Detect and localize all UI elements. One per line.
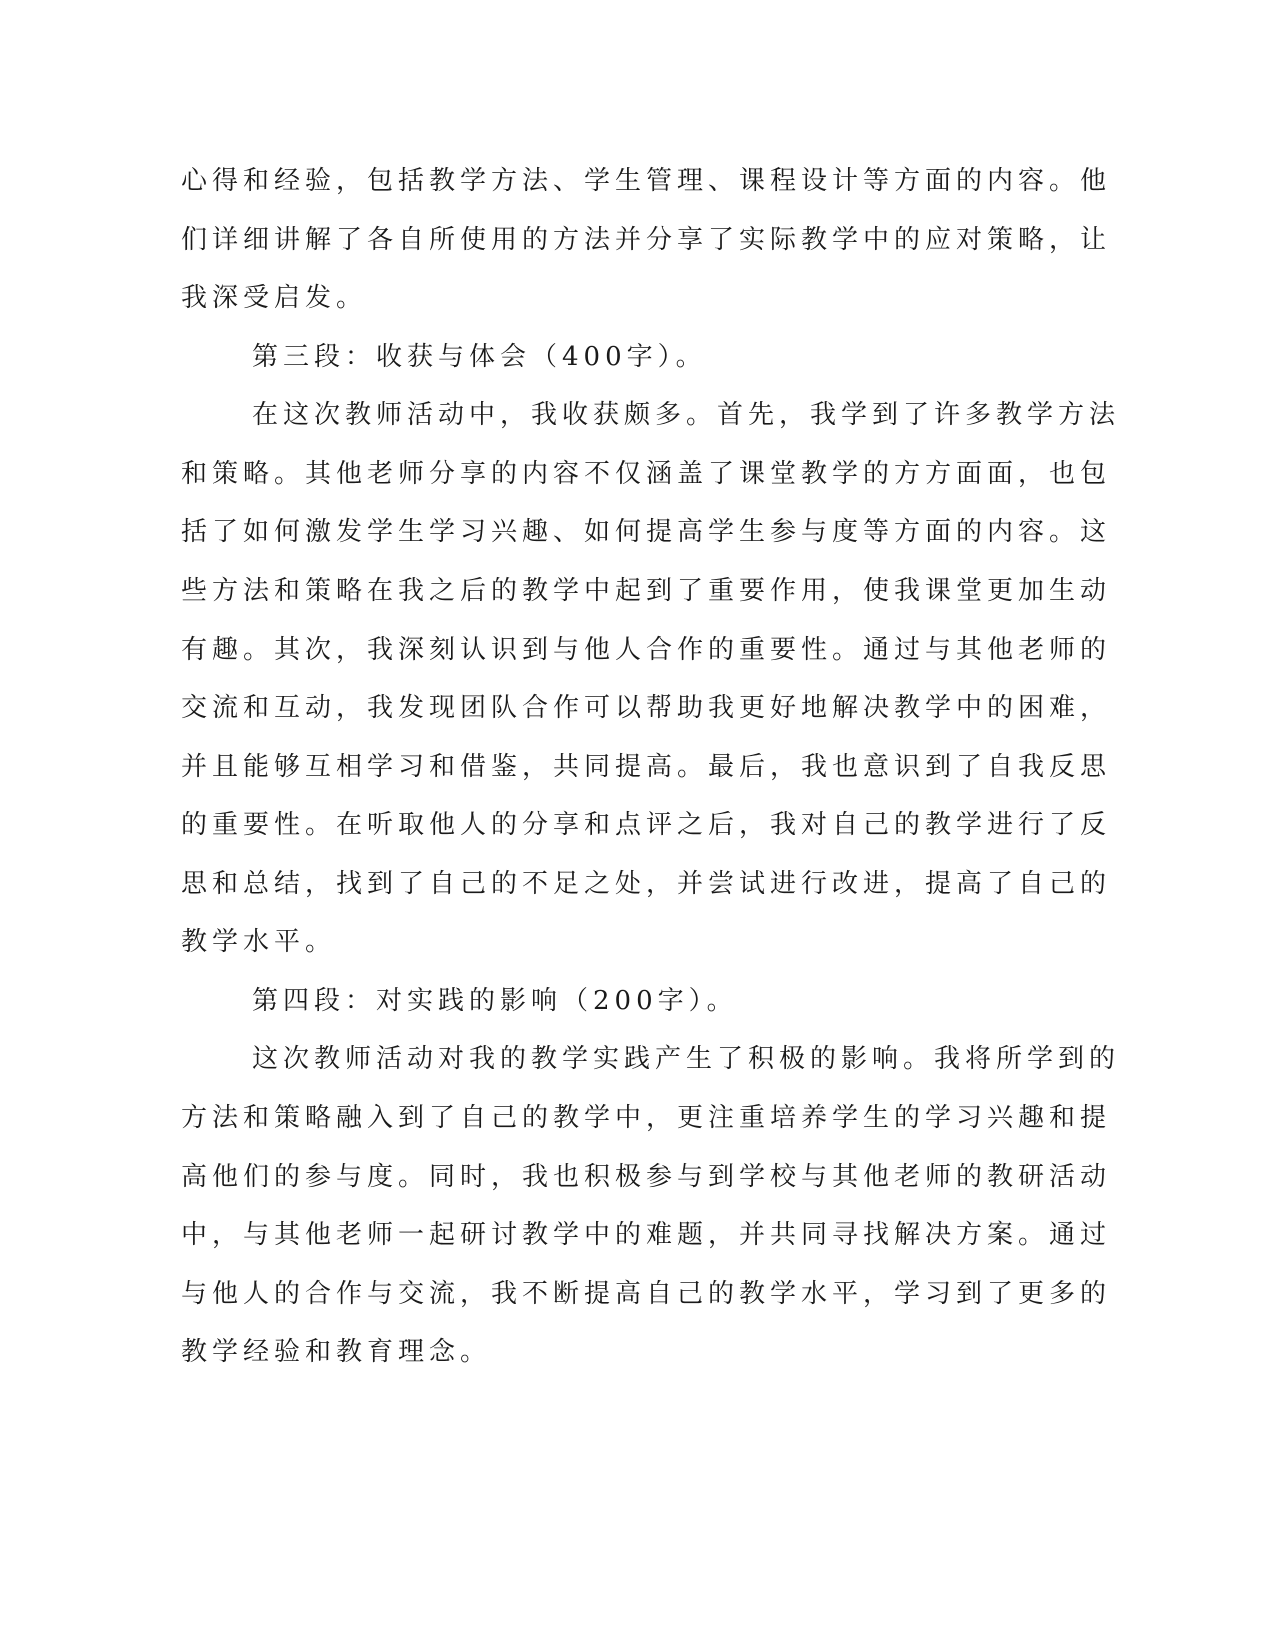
- text-line: 高他们的参与度。同时，我也积极参与到学校与其他老师的教研活动: [181, 1162, 1112, 1192]
- text-line: 与他人的合作与交流，我不断提高自己的教学水平，学习到了更多的: [181, 1279, 1112, 1309]
- section-heading: 第三段：收获与体会（400字）。: [252, 342, 707, 372]
- text-line: 交流和互动，我发现团队合作可以帮助我更好地解决教学中的困难，: [181, 693, 1112, 723]
- section-heading: 第四段：对实践的影响（200字）。: [252, 986, 738, 1016]
- text-line: 中，与其他老师一起研讨教学中的难题，并共同寻找解决方案。通过: [181, 1220, 1112, 1250]
- text-line: 和策略。其他老师分享的内容不仅涵盖了课堂教学的方方面面，也包: [181, 459, 1112, 489]
- text-line: 括了如何激发学生学习兴趣、如何提高学生参与度等方面的内容。这: [181, 517, 1112, 547]
- text-line: 们详细讲解了各自所使用的方法并分享了实际教学中的应对策略，让: [181, 225, 1112, 255]
- text-line: 这次教师活动对我的教学实践产生了积极的影响。我将所学到的: [252, 1044, 1121, 1074]
- text-line: 在这次教师活动中，我收获颇多。首先，我学到了许多教学方法: [252, 400, 1121, 430]
- text-line: 些方法和策略在我之后的教学中起到了重要作用，使我课堂更加生动: [181, 576, 1112, 606]
- text-line: 教学水平。: [181, 927, 337, 957]
- text-line: 有趣。其次，我深刻认识到与他人合作的重要性。通过与其他老师的: [181, 635, 1112, 665]
- text-line: 的重要性。在听取他人的分享和点评之后，我对自己的教学进行了反: [181, 810, 1112, 840]
- text-line: 我深受启发。: [181, 283, 368, 313]
- text-line: 心得和经验，包括教学方法、学生管理、课程设计等方面的内容。他: [181, 166, 1112, 196]
- text-line: 并且能够互相学习和借鉴，共同提高。最后，我也意识到了自我反思: [181, 752, 1112, 782]
- text-line: 方法和策略融入到了自己的教学中，更注重培养学生的学习兴趣和提: [181, 1103, 1112, 1133]
- text-line: 思和总结，找到了自己的不足之处，并尝试进行改进，提高了自己的: [181, 869, 1112, 899]
- text-line: 教学经验和教育理念。: [181, 1337, 492, 1367]
